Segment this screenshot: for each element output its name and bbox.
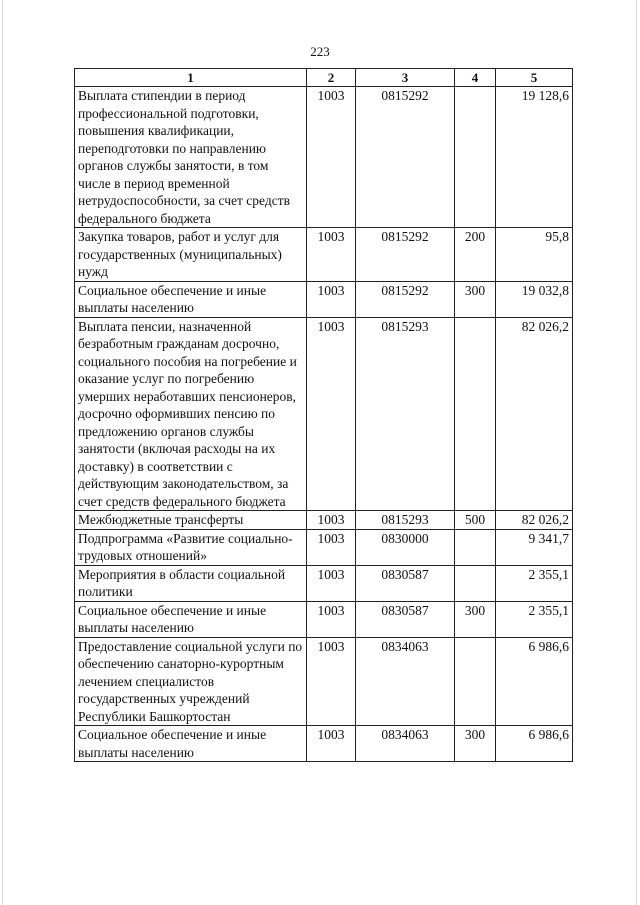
row-article: 0830000: [356, 529, 455, 565]
row-article: 0830587: [356, 601, 455, 637]
table-row: [75, 511, 573, 530]
row-article: 0815292: [356, 281, 455, 317]
row-amount: 82 026,2: [496, 511, 573, 530]
row-article: 0834063: [356, 726, 455, 762]
row-article: 0815293: [356, 511, 455, 530]
row-amount: 6 986,6: [496, 637, 573, 726]
row-type: 300: [455, 726, 496, 762]
row-name: Предоставление социальной услуги по обеспечению санаторно-курортным лечением специалистов государственных учреждений Республики Башкортостан: [75, 637, 307, 726]
row-name: Выплата стипендии в период профессиональной подготовки, повышения квалификации, переподготовки по направлению органов службы занятости, в том числе в период временной нетрудоспособности, за счет средств федерального бюджета: [75, 87, 307, 228]
row-type: [455, 565, 496, 601]
table-row: [75, 565, 573, 601]
table-row: [75, 317, 573, 511]
header-col-name: 1: [75, 69, 307, 87]
table-row: [75, 87, 573, 228]
row-article: 0834063: [356, 637, 455, 726]
table-row: [75, 601, 573, 637]
row-article: 0815292: [356, 87, 455, 228]
row-name: Выплата пенсии, назначенной безработным гражданам досрочно, социального пособия на погребение и оказание услуг по погребению умерших неработавших пенсионеров, досрочно оформивших пенсию по предложению органов службы занятости (включая расходы на их доставку) в соответствии с действующим законодательством, за счет средств федерального бюджета: [75, 317, 307, 511]
row-article: 0815292: [356, 228, 455, 282]
table-row: [75, 281, 573, 317]
row-section: 1003: [307, 228, 356, 282]
row-article: 0830587: [356, 565, 455, 601]
header-row: [75, 69, 573, 87]
scan-edge-left: [2, 0, 3, 905]
row-name: Подпрограмма «Развитие социально-трудовых отношений»: [75, 529, 307, 565]
row-amount: 2 355,1: [496, 601, 573, 637]
row-amount: 6 986,6: [496, 726, 573, 762]
row-type: 300: [455, 601, 496, 637]
row-name: Социальное обеспечение и иные выплаты населению: [75, 726, 307, 762]
row-amount: 19 032,8: [496, 281, 573, 317]
row-type: [455, 637, 496, 726]
row-name: Социальное обеспечение и иные выплаты населению: [75, 601, 307, 637]
row-name: Межбюджетные трансферты: [75, 511, 307, 530]
row-section: 1003: [307, 726, 356, 762]
row-type: 500: [455, 511, 496, 530]
page-number: 223: [310, 44, 330, 59]
scan-edge-right: [636, 0, 637, 905]
row-type: [455, 317, 496, 511]
row-section: 1003: [307, 601, 356, 637]
row-amount: 82 026,2: [496, 317, 573, 511]
row-section: 1003: [307, 637, 356, 726]
row-section: 1003: [307, 317, 356, 511]
row-name: Социальное обеспечение и иные выплаты населению: [75, 281, 307, 317]
header-col-section: 2: [307, 69, 356, 87]
row-amount: 9 341,7: [496, 529, 573, 565]
header-col-type: 4: [455, 69, 496, 87]
row-type: 200: [455, 228, 496, 282]
row-section: 1003: [307, 87, 356, 228]
row-name: Мероприятия в области социальной политики: [75, 565, 307, 601]
table-row: [75, 529, 573, 565]
row-type: 300: [455, 281, 496, 317]
row-amount: 2 355,1: [496, 565, 573, 601]
row-amount: 19 128,6: [496, 87, 573, 228]
row-section: 1003: [307, 281, 356, 317]
row-type: [455, 87, 496, 228]
budget-table: [74, 68, 573, 762]
row-name: Закупка товаров, работ и услуг для государственных (муниципальных) нужд: [75, 228, 307, 282]
table-row: [75, 637, 573, 726]
row-section: 1003: [307, 511, 356, 530]
row-type: [455, 529, 496, 565]
row-article: 0815293: [356, 317, 455, 511]
table-row: [75, 726, 573, 762]
table-row: [75, 228, 573, 282]
row-amount: 95,8: [496, 228, 573, 282]
header-col-article: 3: [356, 69, 455, 87]
row-section: 1003: [307, 565, 356, 601]
row-section: 1003: [307, 529, 356, 565]
header-col-amount: 5: [496, 69, 573, 87]
